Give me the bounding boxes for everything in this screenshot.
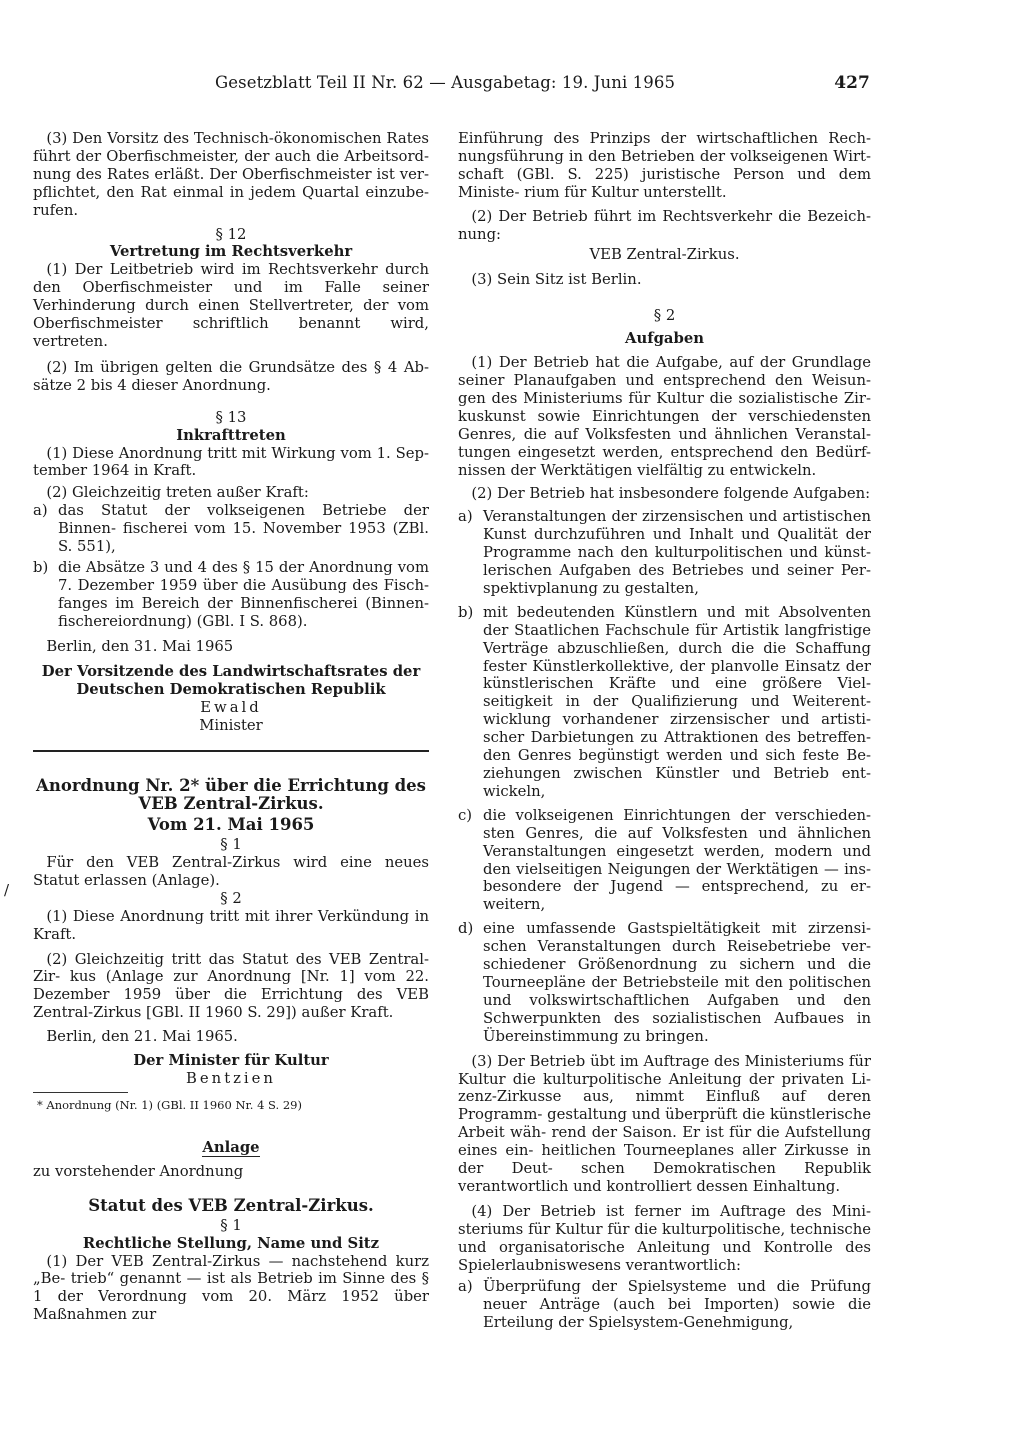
margin-mark: /	[4, 881, 10, 899]
paragraph-3	[33, 130, 429, 220]
text-line: kontrolliert dessen Einhaltung.	[606, 1177, 841, 1195]
text-line: (2) Im übrigen gelten die Grundsätze des § 4 Ab-	[46, 358, 429, 376]
text-line: Der Vorsitzende	[41, 663, 174, 681]
text-line: und volkswirtschaftlichen Aufgaben und den	[483, 991, 871, 1009]
text-line: (4) Der Betrieb ist ferner im Auftrage des Mini-	[471, 1202, 871, 1220]
text-line: scher Darbietungen zu Attraktionen des betreffen-	[483, 729, 871, 747]
section-12-number: § 12	[215, 225, 247, 243]
section-13-paragraph-2: (2) Gleichzeitig treten außer Kraft:	[46, 484, 309, 502]
text-line: sten Genres, die auf Volksfesten und ähnlichen	[483, 824, 871, 842]
text-line: sätze 2 bis 4 dieser Anordnung.	[33, 376, 271, 394]
ordinance-title	[33, 777, 429, 813]
text-line: rium für Kultur unterstellt.	[524, 183, 727, 201]
text-line: wicklung vorhandener zirzensischer und artisti-	[483, 711, 871, 729]
text-line: steriums für Kultur für die kulturpolitische, technische	[458, 1220, 871, 1238]
text-line: lerischen Aufgaben des Betriebes und seiner Per-	[483, 562, 871, 580]
text-line: tungen eingesetzt werden, entsprechend den Bedürf-	[458, 443, 871, 461]
text-line: Verordnung vom 20. März 1952 über Maßnahmen zur	[33, 1288, 429, 1324]
section-2-paragraph-2: (2) Der Betrieb hat insbesondere folgende Aufgaben:	[471, 485, 871, 503]
statute-section-1-title: Rechtliche Stellung, Name und Sitz	[82, 1234, 380, 1252]
text-line: Verträge abzuschließen, durch die die Schaffung	[483, 639, 871, 657]
section-13-paragraph-1	[33, 445, 429, 481]
list-item-a: a) das Statut der volkseigenen Betriebe der Binnen- fischerei vom 15. November 1953 (ZBl. S. 551),	[33, 502, 429, 556]
text-line: Oberfischmeister und im Falle seiner Verhinderung	[33, 279, 429, 315]
text-line: kuskunst sowie Einrichtungen der verschiedensten	[458, 407, 871, 425]
text-line: erlassen (Anlage).	[84, 871, 220, 889]
section-12-paragraph-2	[33, 359, 429, 395]
text-line: führt der Oberfischmeister, der auch die Arbeitsord-	[33, 147, 429, 165]
signature-1-name: Ewald	[200, 699, 262, 717]
text-line: und organisatorische Anleitung und Kontrolle des	[458, 1238, 871, 1256]
section-13-title: Inkrafttreten	[176, 426, 286, 444]
page-number: 427	[834, 73, 870, 93]
signature-1-role: Minister	[199, 717, 263, 735]
signature-1-title	[33, 663, 429, 699]
text-line: Veranstaltungen der zirzensischen und artistischen	[483, 508, 871, 526]
text-line: Schwerpunkten des sozialistischen Aufbaues in	[483, 1009, 871, 1027]
text-line: zenz-Zirkusse aus, nimmt Einfluß auf deren Programm-	[458, 1088, 871, 1124]
text-line: fanges im Bereich der Binnenfischerei (Binnen-	[58, 594, 429, 612]
text-line: die Absätze 3 und 4 des § 15 der Anordnung vom	[58, 558, 429, 576]
text-line: den Genres begünstigt werden und sich feste Be-	[483, 747, 871, 765]
footnote: * Anordnung (Nr. 1) (GBl. II 1960 Nr. 4 S. 29)	[37, 1097, 302, 1112]
text-line: die volkseigenen Einrichtungen der verschieden-	[483, 806, 871, 824]
text-line: weitern,	[483, 896, 546, 914]
text-line: Erteilung der Spielsystem-Genehmigung,	[483, 1314, 794, 1332]
text-line: gestaltung und überprüft die künstlerische Arbeit wäh-	[458, 1106, 871, 1142]
control-item-a: a) Überprüfung der Spielsysteme und die Prüfung neuer Anträge (auch bei Importen) sowie die Erteilung der Spielsystem-Genehmigung,	[458, 1278, 871, 1332]
text-line: schaft (GBl. S. 225) juristische Person und dem Ministe-	[458, 165, 871, 201]
text-line: 7. Dezember 1959 über die Ausübung des Fisch-	[58, 576, 429, 594]
paragraph-3-seat: (3) Sein Sitz ist Berlin.	[471, 271, 642, 289]
text-line: Genres, die auf Volksfesten und ähnlichen Veranstal-	[458, 425, 871, 443]
text-line: des VEB Zentral-Zirkus.	[151, 1195, 374, 1215]
text-line: 1959 über die Errichtung des VEB Zentral-Zirkus	[33, 986, 429, 1022]
statute-title	[33, 1197, 429, 1215]
text-line: Statut	[88, 1195, 146, 1215]
text-line: (1) Diese Anordnung tritt mit Wirkung vom 1. Sep-	[46, 444, 429, 462]
section-12-paragraph-1	[33, 261, 429, 351]
text-line: über die Errichtung des VEB Zentral-Zirkus.	[138, 776, 426, 814]
ordinance-section-1-number: § 1	[220, 836, 242, 854]
text-line: heitlichen Tourneeplanes aller Zirkusse in der Deut-	[458, 1142, 871, 1178]
text-line: Für den VEB Zentral-Zirkus wird eine neues Statut	[33, 854, 429, 889]
section-2-paragraph-3	[458, 1053, 871, 1196]
section-2-paragraph-1	[458, 354, 871, 479]
text-line: Übereinstimmung zu bringen.	[483, 1027, 709, 1045]
signature-2-name: Bentzien	[186, 1069, 276, 1087]
ordinance-section-2-number: § 2	[220, 889, 242, 907]
text-line: (3) Den Vorsitz des Technisch-ökonomischen Rates	[46, 130, 429, 147]
signature-date-1: Berlin, den 31. Mai 1965	[46, 637, 234, 655]
section-2-paragraph-4	[458, 1203, 871, 1275]
text-line: eine umfassende Gastspieltätigkeit mit zirzensi-	[483, 920, 871, 938]
text-line: fischereiordnung) (GBl. I S. 868).	[58, 612, 308, 630]
text-line: neuer Anträge (auch bei Importen) sowie die	[483, 1296, 871, 1314]
text-line: der Staatlichen Fachschule für Artistik langfristige	[483, 621, 871, 639]
text-line: besondere der Jugend — entsprechend, zu er-	[483, 878, 871, 896]
text-line: der künstlerischen Kräfte und eine größere Viel-	[483, 657, 871, 693]
text-line: schiedener Größenordnung zu sichern und die	[483, 956, 871, 974]
statute-section-1-number: § 1	[220, 1216, 242, 1234]
text-line: (3) Der Betrieb übt im Auftrage des Ministeriums für	[471, 1052, 871, 1070]
text-line: (1) Der Leitbetrieb wird im Rechtsverkehr durch den	[33, 261, 429, 297]
text-line: Veranstaltungen eingesetzt werden, modern und	[483, 842, 871, 860]
text-line: gen des Ministeriums für Kultur die sozialistische Zir-	[458, 389, 871, 407]
text-line: das Statut der volkseigenen Betriebe der Binnen-	[58, 502, 429, 538]
text-line: nungsführung in den Betrieben der volkseigenen Wirt-	[458, 147, 871, 165]
text-line: der Deutschen Demokratischen Republik	[76, 663, 421, 699]
text-line: rufen.	[33, 201, 79, 219]
text-line: schen Veranstaltungen durch Reisebetriebe ver-	[483, 938, 871, 956]
text-line: mit bedeutenden Künstlern und mit Absolventen	[483, 603, 871, 621]
text-line: (1) Der Betrieb hat die Aufgabe, auf der Grundlage	[471, 354, 871, 372]
text-line: kus (Anlage zur Anordnung [Nr. 1] vom 22. Dezember	[33, 968, 429, 1004]
text-line: (1) Diese Anordnung tritt mit ihrer Verkündung in	[46, 907, 429, 925]
text-line: des Landwirtschaftsrates	[179, 663, 388, 681]
text-line: durch einen Stellvertreter, der vom Oberfischmeister	[33, 297, 429, 333]
text-line: pflichtet, den Rat einmal in jedem Quartal einzube-	[33, 183, 429, 201]
text-line: Programme nach den kulturpolitischen und künst-	[483, 544, 871, 562]
gazette-title: Gesetzblatt Teil II Nr. 62 — Ausgabetag: 19. Juni 1965	[215, 73, 676, 92]
task-item-c: c) die volkseigenen Einrichtungen der verschieden- sten Genres, die auf Volksfesten und ähnlichen Veranstaltungen eingesetzt werden, modern und den vielseitigen Neigungen der Werktätigen — ins- besondere der Jugend — entsprechend, zu er- weitern,	[458, 806, 871, 914]
task-item-b: b) mit bedeutenden Künstlern und mit Absolventen der Staatlichen Fachschule für Artistik langfristige Verträge abzuschließen, durch die die Schaffung fester Künstlerkollektive, der planvolle Einsatz der künstlerischen Kräfte und eine größere Viel- seitigkeit in der Qualifizierung und Weiterent- wicklung vorhandener zirzensischer und artisti- scher Darbietungen zu Attraktionen des betreffen- den Genres begünstigt werden und sich feste Be- ziehungen zwischen Künstler und Betrieb ent- wickeln,	[458, 603, 871, 800]
text-line: [GBl. II 1960 S. 29]) außer Kraft.	[146, 1004, 394, 1022]
text-line: fischerei vom 15. November 1953 (ZBl. S. 551),	[58, 520, 429, 556]
text-line: (2) Der Betrieb führt im Rechtsverkehr die Bezeich-	[471, 207, 871, 225]
left-column	[33, 130, 429, 1324]
ordinance-section-2-paragraph-2	[33, 951, 429, 1023]
section-13-number: § 13	[215, 408, 247, 426]
anlage-heading: Anlage	[202, 1138, 260, 1156]
text-line: trieb“ genannt — ist als Betrieb im Sinne des § 1 der	[33, 1270, 429, 1306]
continued-paragraph	[458, 130, 871, 202]
statute-section-1-paragraph-1	[33, 1253, 429, 1325]
signature-date-2: Berlin, den 21. Mai 1965.	[46, 1028, 238, 1046]
text-line: rend der Saison. Er ist für die Aufstellung eines ein-	[458, 1124, 871, 1160]
task-item-a: a) Veranstaltungen der zirzensischen und artistischen Kunst durchzuführen und Inhalt und Qualität der Programme nach den kulturpolitischen und künst- lerischen Aufgaben des Betriebes und seiner Per- spektivplanung zu gestalten,	[458, 508, 871, 597]
text-line: schen Demokratischen Republik verantwortlich und	[458, 1160, 871, 1195]
text-line: Kunst durchzuführen und Inhalt und Qualität der	[483, 526, 871, 544]
paragraph-2-name	[458, 208, 871, 244]
text-line: Anordnung Nr. 2*	[36, 776, 200, 796]
text-line: Kraft.	[33, 925, 77, 943]
page-header	[215, 73, 870, 99]
text-line: Einführung des Prinzips der wirtschaftlichen Rech-	[458, 130, 871, 147]
text-line: nung:	[458, 225, 502, 243]
text-line: schriftlich benannt wird, vertreten.	[33, 315, 429, 350]
text-line: wickeln,	[483, 782, 546, 800]
anlage-subtitle: zu vorstehender Anordnung	[33, 1162, 244, 1180]
text-line: nissen der Werktätigen vielfältig zu entwickeln.	[458, 461, 817, 479]
text-line: (2) Gleichzeitig tritt das Statut des VEB Zentral-Zir-	[33, 950, 429, 986]
text-line: ziehungen zwischen Künstler und Betrieb ent-	[483, 765, 871, 782]
ordinance-section-1-text	[33, 854, 429, 890]
text-line: den vielseitigen Neigungen der Werktätigen — ins-	[483, 860, 871, 878]
ordinance-section-2-paragraph-1	[33, 908, 429, 944]
section-12-title: Vertretung im Rechtsverkehr	[109, 243, 353, 261]
text-line: Überprüfung der Spielsysteme und die Prüfung	[483, 1278, 871, 1296]
section-2-title: Aufgaben	[624, 330, 705, 348]
text-line: nung des Rates erläßt. Der Oberfischmeister ist ver-	[33, 165, 429, 183]
right-column	[458, 130, 871, 1332]
text-line: seitigkeit in der Qualifizierung und Weiterent-	[483, 693, 871, 711]
text-line: Spielerlaubniswesens verantwortlich:	[458, 1256, 742, 1274]
text-line: Tourneepläne der Betriebsteile mit den politischen	[483, 973, 871, 991]
list-item-b: b) die Absätze 3 und 4 des § 15 der Anordnung vom 7. Dezember 1959 über die Ausübung des Fisch- fanges im Bereich der Binnenfischerei (Binnen- fischereiordnung) (GBl. I S. 868).	[33, 558, 429, 630]
text-line: spektivplanung zu gestalten,	[483, 579, 699, 597]
section-2-number: § 2	[653, 307, 676, 325]
text-line: fester Künstlerkollektive, der planvolle Einsatz	[483, 657, 840, 675]
text-line: (1) Der VEB Zentral-Zirkus — nachstehend kurz „Be-	[33, 1252, 429, 1288]
text-line: tember 1964 in Kraft.	[33, 462, 197, 480]
company-name: VEB Zentral-Zirkus.	[589, 246, 740, 264]
ordinance-date: Vom 21. Mai 1965	[147, 815, 315, 835]
text-line: seiner Planaufgaben und entsprechend den Weisun-	[458, 371, 871, 389]
task-item-d: d) eine umfassende Gastspieltätigkeit mit zirzensi- schen Veranstaltungen durch Reisebetriebe ver- schiedener Größenordnung zu sichern und die Tourneepläne der Betriebsteile mit den politischen und volkswirtschaftlichen Aufgaben und den Schwerpunkten des sozialistischen Aufbaues in Übereinstimmung zu bringen.	[458, 920, 871, 1045]
signature-2-title: Der Minister für Kultur	[133, 1052, 329, 1070]
text-line: Kultur die kulturpolitische Anleitung der privaten Li-	[458, 1070, 871, 1088]
